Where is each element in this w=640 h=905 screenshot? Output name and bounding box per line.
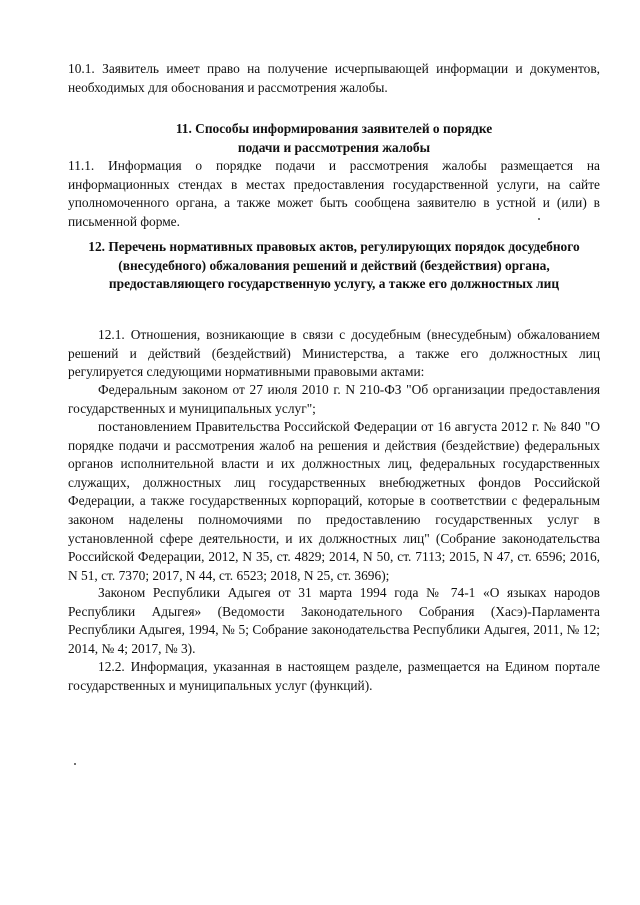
paragraph-12-1: 12.1. Отношения, возникающие в связи с досудебным (внесудебным) обжалованием решений и действий (бездействий) Министерства, а также его должностных лиц регулируется следующими нормативными правовыми актами: <box>68 327 600 380</box>
paragraph-12-2: 12.2. Информация, указанная в настоящем разделе, размещается на Едином портале государственных и муниципальных услуг (функций). <box>68 659 600 693</box>
section-11-title-line1: 11. Способы информирования заявителей о порядке <box>175 121 493 136</box>
law-adygea-item: Законом Республики Адыгея от 31 марта 1994 года № 74-1 «О языках народов Республики Адыгея» (Ведомости Законодательного Собрания (Хасэ)-Парламента Республики Адыгея, 1994, № 5; Собрание законодательства Республики Адыгея, 2011, № 12; 2014, № 4; 2017, № 3). <box>68 585 600 656</box>
section-11-title-line2: подачи и рассмотрения жалобы <box>237 139 431 155</box>
section-11-title <box>68 120 600 157</box>
law-210-fz-item: Федеральным законом от 27 июля 2010 г. N 210-ФЗ "Об организации предоставления государственных и муниципальных услуг"; <box>68 382 600 416</box>
paragraph-10-1: 10.1. Заявитель имеет право на получение исчерпывающей информации и документов, необходимых для обоснования и рассмотрения жалобы. <box>68 61 600 95</box>
section-12-title: 12. Перечень нормативных правовых актов, регулирующих порядок досудебного (внесудебного) обжалования решений и действий (бездействия) органа, предоставляющего государственную услугу, а также его должностных лиц <box>88 239 580 292</box>
decree-840-item: постановлением Правительства Российской Федерации от 16 августа 2012 г. № 840 "О порядке подачи и рассмотрения жалоб на решения и действия (бездействие) федеральных органов исполнительной власти и их должностных лиц, федеральных государственных служащих, должностных лиц государственных внебюджетных фондов Российской Федерации, а также государственных корпораций, которые в соответствии с федеральным законом наделены полномочиями по предоставлению государственных услуг в установленной сфере деятельности, и их должностных лиц" (Собрание законодательства Российской Федерации, 2012, N 35, ст. 4829; 2014, N 50, ст. 7113; 2015, N 47, ст. 6596; 2016, N 51, ст. 7370; 2017, N 44, ст. 6523; 2018, N 25, ст. 3696); <box>68 419 600 583</box>
scan-speck <box>538 218 540 220</box>
scan-speck <box>74 763 76 765</box>
paragraph-11-1: 11.1. Информация о порядке подачи и рассмотрения жалобы размещается на информационных стендах в местах предоставления государственной услуги, на сайте уполномоченного органа, а также может быть сообщена заявителю в устной и (или) в письменной форме. <box>68 158 600 229</box>
